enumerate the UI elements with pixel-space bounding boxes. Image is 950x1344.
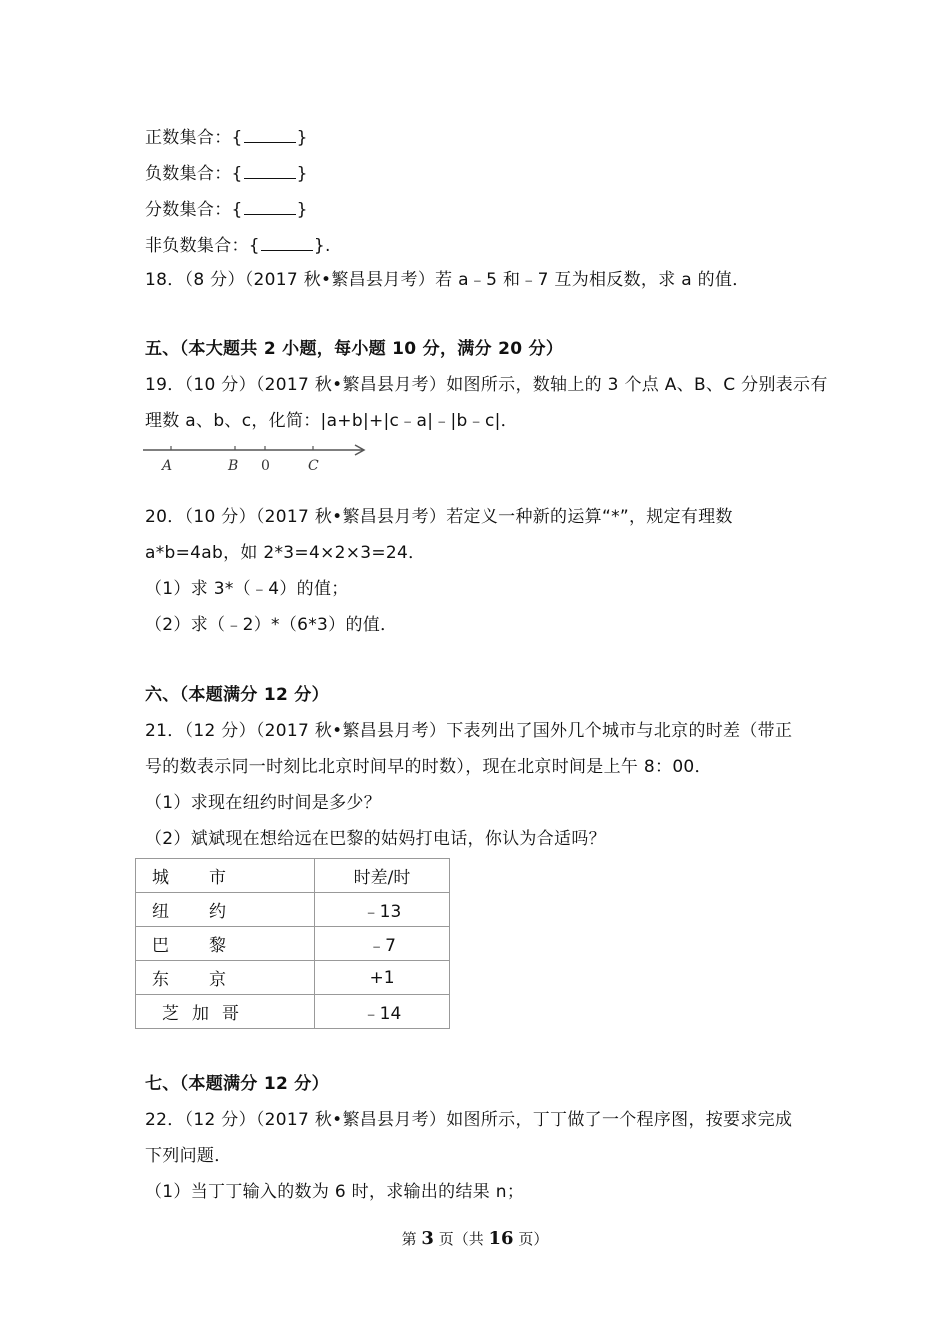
set-fraction: 分数集合：{ }: [145, 200, 308, 220]
question-20-part-1: （1）求 3*（﹣4）的值；: [145, 579, 349, 599]
diff-cell: ﹣7: [315, 927, 450, 961]
question-20-line-2: a*b=4ab，如 2*3=4×2×3=24．: [145, 543, 426, 563]
city-cell: 芝 加 哥: [136, 995, 315, 1029]
time-difference-table: [135, 858, 450, 1029]
question-21-part-2: （2）斌斌现在想给远在巴黎的姑妈打电话，你认为合适吗？: [145, 829, 606, 849]
question-19-line-1: 19．（10 分）（2017 秋•繁昌县月考）如图所示，数轴上的 3 个点 A、B、C 分别表示有: [145, 375, 828, 395]
diff-cell: +1: [315, 961, 450, 995]
city-cell: 纽 约: [136, 893, 315, 927]
set-nonnegative: 非负数集合：{ }.: [145, 236, 331, 256]
section-7-heading: 七、（本题满分 12 分）: [145, 1074, 329, 1094]
page-footer: 第 3 页（共 16 页）: [401, 1228, 549, 1249]
question-20-part-2: （2）求（﹣2）*（6*3）的值．: [145, 615, 398, 635]
question-22-line-1: 22．（12 分）（2017 秋•繁昌县月考）如图所示，丁丁做了一个程序图，按要求完成: [145, 1110, 793, 1130]
header-city: 城 市: [136, 859, 315, 893]
number-line-figure: [143, 438, 373, 478]
set-positive: 正数集合：{ }: [145, 128, 308, 148]
table-row: [136, 961, 450, 995]
label-0: 0: [261, 458, 270, 474]
table-row: [136, 927, 450, 961]
page-number: 3: [421, 1228, 434, 1249]
table-row: [136, 995, 450, 1029]
city-cell: 巴 黎: [136, 927, 315, 961]
set-negative: 负数集合：{ }: [145, 164, 308, 184]
label-c: C: [308, 458, 319, 474]
section-6-heading: 六、（本题满分 12 分）: [145, 685, 329, 705]
section-5-heading: 五、（本大题共 2 小题，每小题 10 分，满分 20 分）: [145, 339, 564, 359]
question-21-line-1: 21．（12 分）（2017 秋•繁昌县月考）下表列出了国外几个城市与北京的时差（带正: [145, 721, 793, 741]
table-header-row: [136, 859, 450, 893]
question-21-line-2: 号的数表示同一时刻比北京时间早的时数），现在北京时间是上午 8：00．: [145, 757, 712, 777]
question-22-part-1: （1）当丁丁输入的数为 6 时，求输出的结果 n；: [145, 1182, 525, 1202]
question-21-part-1: （1）求现在纽约时间是多少？: [145, 793, 382, 813]
question-20-line-1: 20．（10 分）（2017 秋•繁昌县月考）若定义一种新的运算“*”，规定有理数: [145, 507, 733, 527]
city-cell: 东 京: [136, 961, 315, 995]
label-b: B: [228, 458, 239, 474]
label-a: A: [162, 458, 173, 474]
page-total: 16: [488, 1228, 514, 1249]
diff-cell: ﹣14: [315, 995, 450, 1029]
diff-cell: ﹣13: [315, 893, 450, 927]
question-22-line-2: 下列问题．: [145, 1146, 232, 1166]
header-diff: 时差/时: [315, 859, 450, 893]
table-row: [136, 893, 450, 927]
question-19-line-2: 理数 a、b、c，化简：|a+b|+|c﹣a|﹣|b﹣c|．: [145, 411, 518, 431]
question-18: 18．（8 分）（2017 秋•繁昌县月考）若 a﹣5 和﹣7 互为相反数，求 a 的值．: [145, 270, 750, 290]
